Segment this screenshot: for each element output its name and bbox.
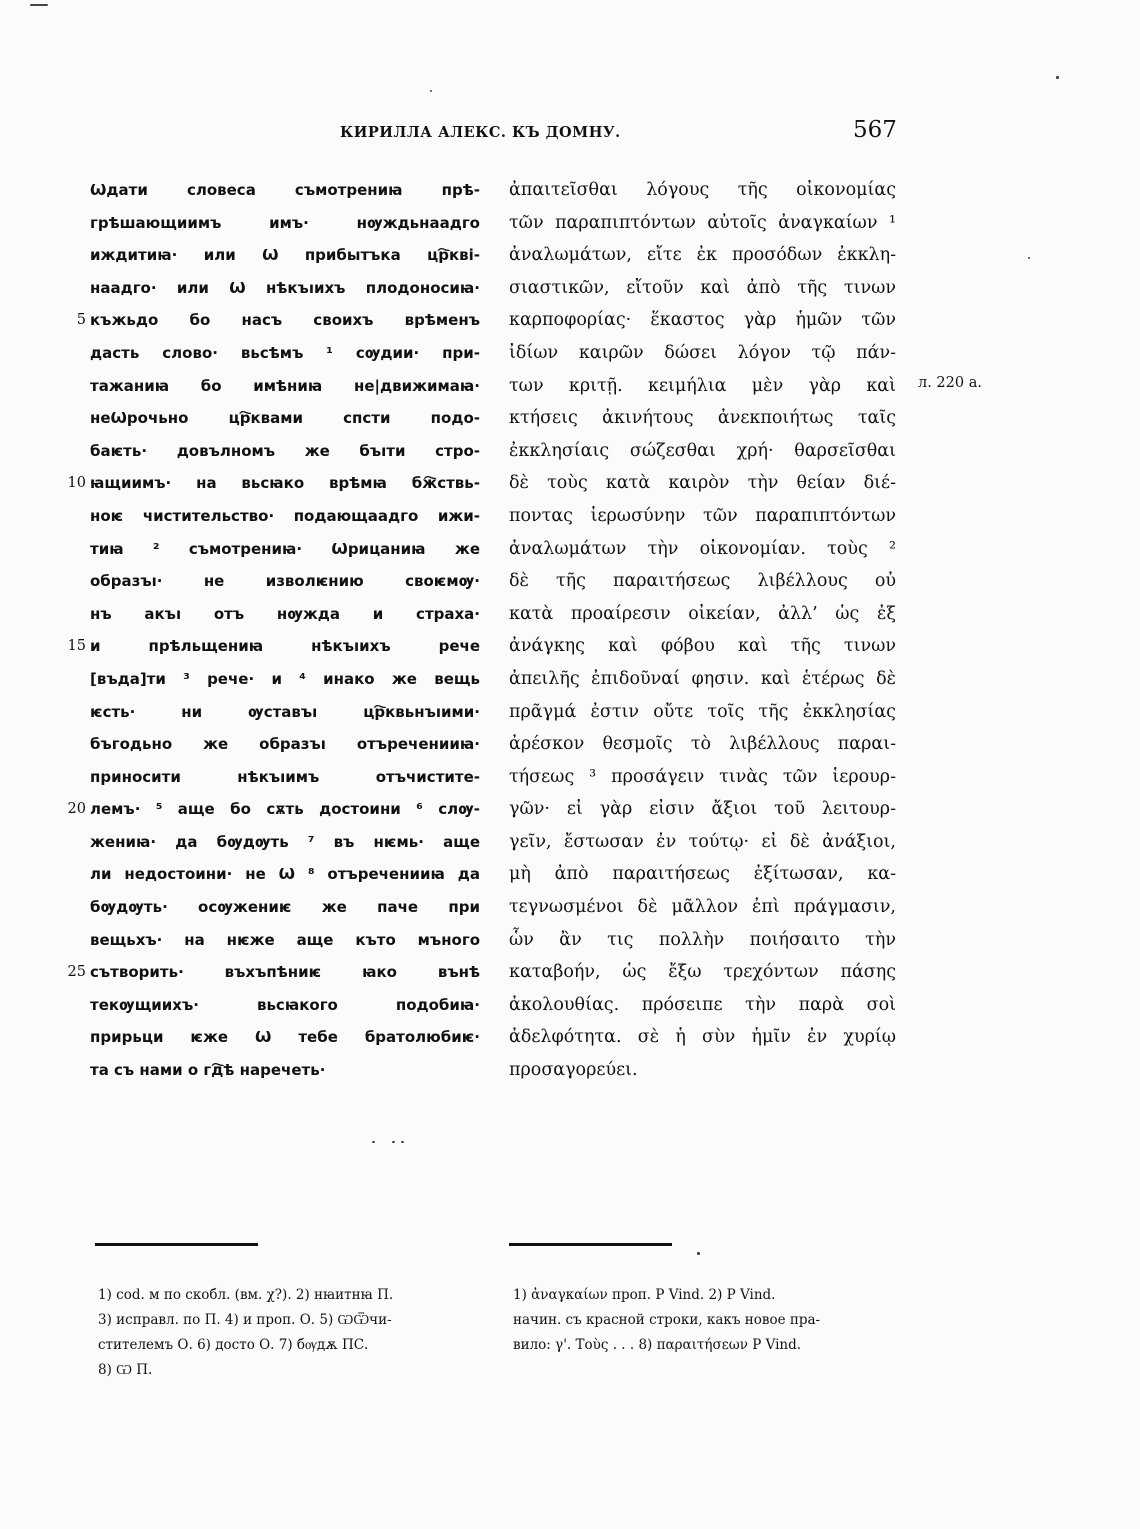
text-line: Ѡдати словеса съмотрениꙗ прѣ- xyxy=(90,181,480,199)
text-line: ἐκκλησίαις σώζεσθαι χρή· θαρσεῖσθαι xyxy=(509,440,896,461)
text-line: 10 ꙗщиимъ· на вьсꙗко врѣмꙗ бж҇ствь- xyxy=(90,467,480,500)
text-line: των κριτῇ. κειμήλια μὲν γὰρ καὶ xyxy=(509,375,896,396)
scan-speck xyxy=(1028,257,1030,259)
footnote-line: вило: γ'. Τοὺς . . . 8) παραιτήσεων P Vind. xyxy=(513,1337,802,1353)
text-line: ἰδίων καιρῶν δώσει λόγον τῷ πάν- xyxy=(509,342,896,363)
footnotes-left xyxy=(98,1283,483,1383)
text-line: ἀνάγκης καὶ φόβου καὶ τῆς τινων xyxy=(509,636,896,657)
text-line: приносити нѣкъıимъ отъчистите- xyxy=(90,767,480,786)
text-line: 25 сътворить· въхъпѣниѥ ꙗко вънѣ xyxy=(90,956,480,989)
text-line: τεγνωσμένοι δὲ μᾶλλον ἐπὶ πράγμασιν, xyxy=(509,897,896,918)
text-line: τήσεως ³ προσάγειν τινὰς τῶν ἱερουρ- xyxy=(509,766,896,787)
text-line: καρποφορίας· ἕκαστος γὰρ ἡμῶν τῶν xyxy=(509,310,896,331)
scan-speck xyxy=(372,1141,375,1143)
text-line: иждитиꙗ· или Ѡ прибытъка цр҇кві- xyxy=(90,246,480,265)
text-line: та съ нами о гд҇ѣ наречеть· xyxy=(90,1061,326,1080)
scan-speck xyxy=(697,1252,700,1255)
footnote-line: стителемъ О. 6) досто О. 7) бѹдѫ ПС. xyxy=(98,1337,369,1353)
text-line: ποντας ἱερωσύνην τῶν παραπιπτόντων xyxy=(509,505,896,526)
text-line: ὧν ἂν τις πολλὴν ποιήσαιτο τὴν xyxy=(509,929,896,950)
text-line: 20 лемъ· ⁵ аще бо сѫть достоини ⁶ слѹ- xyxy=(90,793,480,826)
line-number: 10 xyxy=(67,475,86,492)
scan-speck xyxy=(1056,76,1059,79)
text-line: ѥсть· ни ѹставъı цр҇квьнъıими· xyxy=(90,702,480,721)
line-number: 25 xyxy=(67,964,86,981)
running-head: КИРИЛЛА АЛЕКС. КЪ ДОМНУ. xyxy=(340,124,621,141)
text-line: δὲ τοὺς κατὰ καιρὸν τὴν θείαν διέ- xyxy=(509,473,896,494)
footnote-rule-left xyxy=(95,1243,258,1246)
text-line: дасть слово· вьсѣмъ ¹ сѹдии· при- xyxy=(90,343,480,362)
text-line: прирьци ѥже Ѡ тебе братолюбиѥ· xyxy=(90,1028,480,1047)
line-number: 5 xyxy=(76,312,86,329)
text-line: тиꙗ ² съмотрениꙗ· Ѡрицаниꙗ же xyxy=(90,539,480,558)
text-line: образъı· не изволѥнию своѥмѹ· xyxy=(90,572,480,591)
footnote-rule-right xyxy=(509,1243,672,1246)
text-line: наадго· или Ѡ нѣкъıихъ плодоносиꙗ· xyxy=(90,278,480,297)
text-line: γεῖν, ἔστωσαν ἐν τούτῳ· εἰ δὲ ἀνάξιοι, xyxy=(509,831,896,852)
text-line: [въда]ти ³ рече· и ⁴ инако же вещь xyxy=(90,669,480,688)
text-line: ἀναλωμάτων, εἴτε ἐκ προσόδων ἐκκλη- xyxy=(509,245,896,266)
text-line: δὲ τῆς παραιτήσεως λιβέλλους οὐ xyxy=(509,571,896,592)
text-line: καταβοήν, ὡς ἔξω τρεχόντων πάσης xyxy=(509,962,896,983)
text-line: ἀπαιτεῖσθαι λόγους τῆς οἰκονομίας xyxy=(509,180,896,200)
text-line: текѹщиихъ· вьсꙗкого подобиꙗ· xyxy=(90,995,480,1014)
footnotes-right xyxy=(513,1283,898,1358)
text-line: κτήσεις ἀκινήτους ἀνεκποιήτως ταῖς xyxy=(509,408,896,429)
text-line: бъгодьно же образъı отъреченииꙗ· xyxy=(90,735,480,754)
text-line: 15 и прѣльщениꙗ нѣкъıихъ рече xyxy=(90,630,480,663)
text-line: вещьхъ· на нѥже аще къто мъного xyxy=(90,930,480,949)
text-line: бѹдѹть· осѹжениѥ же паче при xyxy=(90,898,480,917)
line-number: 15 xyxy=(67,638,86,655)
footnote-line: начин. съ красной строки, какъ новое пра- xyxy=(513,1312,821,1328)
line-number: 20 xyxy=(67,801,86,818)
text-line: τῶν παραπιπτόντων αὐτοῖς ἀναγκαίων ¹ xyxy=(509,212,896,233)
scan-speck xyxy=(401,1141,404,1143)
text-line: προσαγορεύει. xyxy=(509,1060,638,1081)
page-number: 567 xyxy=(853,117,897,143)
scan-speck xyxy=(430,90,432,92)
text-line: ἀρέσκον θεσμοῖς τὸ λιβέλλους παραι- xyxy=(509,734,896,755)
text-line: μὴ ἀπὸ παραιτήσεως ἐξίτωσαν, κα- xyxy=(509,864,896,885)
text-line: грѣшающиимъ имъ· нѹждьнаадго xyxy=(90,213,480,232)
footnote-line: 8) Ѡ П. xyxy=(98,1362,153,1378)
text-line: ἀδελφότητα. σὲ ἡ σὺν ἡμῖν ἐν χυρίῳ xyxy=(509,1027,896,1048)
margin-folio-note: л. 220 а. xyxy=(918,375,982,391)
text-line: неѠрочьно цр҇квами спсти подо- xyxy=(90,409,480,428)
footnote-line: 1) ἀναγκαίων проп. P Vind. 2) P Vind. xyxy=(513,1287,776,1303)
text-line: нъ акъı отъ нѹжда и страха· xyxy=(90,604,480,623)
slavonic-text-column xyxy=(67,174,480,1087)
text-line: тажаниꙗ бо имѣниꙗ не|движимаꙗ· xyxy=(90,376,480,395)
text-line: σιαστικῶν, εἴτοῦν καὶ ἀπὸ τῆς τινων xyxy=(509,277,896,298)
text-line: 5 къжьдо бо насъ своихъ врѣменъ xyxy=(90,304,480,337)
footnote-line: 3) исправл. по П. 4) и проп. О. 5) ѠѾчи- xyxy=(98,1312,392,1328)
text-line: πρᾶγμά ἐστιν οὔτε τοῖς τῆς ἐκκλησίας xyxy=(509,701,896,722)
text-line: ἀπειλῆς ἐπιδοῦναί φησιν. καὶ ἑτέρως δὲ xyxy=(509,668,896,689)
text-line: ἀκολουθίας. πρόσειπε τὴν παρὰ σοὶ xyxy=(509,994,896,1015)
text-line: ли недостоини· не Ѡ ⁸ отъреченииꙗ да xyxy=(90,865,480,884)
text-line: ноѥ чистительство· подающаадго ижи- xyxy=(90,506,480,525)
scan-speck xyxy=(392,1141,395,1143)
text-line: γῶν· εἰ γὰρ εἰσιν ἄξιοι τοῦ λειτουρ- xyxy=(509,799,896,820)
text-line: жениꙗ· да бѹдѹть ⁷ въ нѥмь· аще xyxy=(90,832,480,851)
scan-speck xyxy=(30,4,48,6)
text-line: κατὰ προαίρεσιν οἰκείαν, ἀλλ’ ὡς ἐξ xyxy=(509,603,896,624)
text-line: ἀναλωμάτων τὴν οἰκονομίαν. τοὺς ² xyxy=(509,538,896,559)
text-line: баѥть· довълномъ же бъıти стро- xyxy=(90,441,480,460)
footnote-line: 1) cod. м по скобл. (вм. χ?). 2) нꙗитнꙗ П. xyxy=(98,1287,394,1303)
greek-text-column xyxy=(509,174,896,1087)
